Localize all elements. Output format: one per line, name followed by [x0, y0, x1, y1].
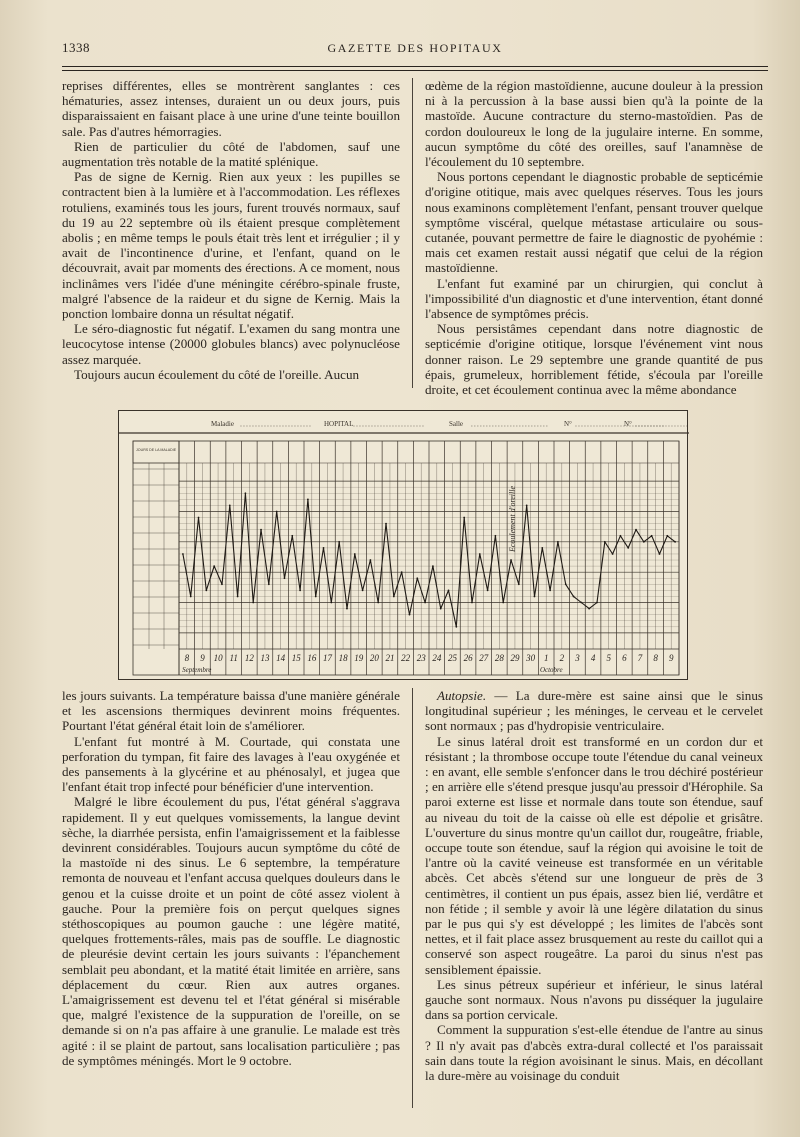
chart-day-label: 3: [575, 653, 580, 663]
chart-temperature-point: [651, 535, 653, 537]
header-rule-bottom: [62, 70, 768, 71]
paragraph: reprises différentes, elles se montrèrent sanglantes : ces hématuries, assez intenses, duraient un ou deux jours, puis disparaissaient en faisant place à une urine d'une teinte bouillon sale. Pas d'autres hémorragies.: [62, 78, 400, 139]
chart-temperature-point: [276, 511, 278, 513]
chart-day-label: 25: [447, 653, 457, 663]
chart-temperature-point: [409, 614, 411, 616]
paragraph: L'enfant fut montré à M. Courtade, qui constata une perforation du tympan, fit faire des lavages à l'eau oxygénée et des pansements à la glycérine et au phénosalyl, et jugea que l'enfant était trop infecté pour bénéficier d'une intervention.: [62, 733, 400, 795]
chart-day-label: 13: [260, 653, 270, 663]
chart-temperature-point: [674, 541, 676, 543]
paragraph: L'enfant fut examiné par un chirurgien, qui conclut à l'impossibilité d'un diagnostic et d'une intervention, étant donné l'absence de symptômes précis.: [425, 275, 763, 322]
chart-day-label: 18: [338, 653, 348, 663]
chart-temperature-point: [432, 565, 434, 567]
column-bottom-right: [425, 688, 763, 1083]
chart-day-label: 19: [354, 653, 364, 663]
autopsy-heading: Autopsie.: [437, 688, 487, 703]
paragraph: Malgré le libre écoulement du pus, l'état général s'aggrava rapidement. Il y eut quelques vomissements, la langue devint sèche, la diarrhée persista, enfin l'amaigrissement et la faiblesse devinrent considérables. Toujours aucun symptôme du côté de la mastoïde ni des sinus. Le 6 septembre, la température remonta de nouveau et l'enfant accusa quelques douleurs dans le genou et la cuisse droite et un point de côté assez violent à gauche. Pour la première fois on perçut quelques signes stéthoscopiques au poumon gauche : une légère matité, quelques frottements-râles, mais pas de souffle. Le diagnostic de pleurésie devint certain les jours suivants : l'épanchement semblait peu abondant, et la matité était limitée en arrière, sans déplacement du cœur. Rien aux autres organes. L'amaigrissement est devenu tel et l'état général si misérable que, malgré l'existence de la suppuration de l'oreille, on se demande si on n'a pas affaire à une granulie. Le malade est très agité : il se plaint de partout, sans localisation particulière ; pas de symptômes méningés. Mort le 9 octobre.: [62, 794, 400, 1068]
chart-day-label: 11: [229, 653, 238, 663]
paragraph: [425, 688, 763, 734]
paragraph: Nous portons cependant le diagnostic probable de septicémie d'origine otitique, mais avec quelques réserves. Tous les jours nous examinons complètement l'enfant, pensant trouver quelque symptôme viscéral, quelque métastase articulaire ou sous-cutanée, pouvant permettre de faire le diagnostic de pyohémie : mais cet examen restait aussi négatif que celui de la région mastoïdienne.: [425, 169, 763, 276]
chart-temperature-point: [362, 589, 364, 591]
chart-temperature-point: [518, 583, 520, 585]
column-separator-top: [412, 78, 413, 388]
column-separator-bottom: [412, 688, 413, 1108]
chart-temperature-point: [526, 505, 528, 507]
chart-temperature-point: [221, 583, 223, 585]
chart-temperature-point: [198, 517, 200, 519]
chart-temperature-point: [557, 541, 559, 543]
chart-day-label: 30: [526, 653, 536, 663]
chart-day-label: 15: [291, 653, 301, 663]
chart-day-label: 6: [622, 653, 627, 663]
chart-temperature-point: [338, 541, 340, 543]
chart-temperature-point: [495, 535, 497, 537]
paragraph: les jours suivants. La température baissa d'une manière générale et les ascensions thermiques devinrent moins fréquentes. Pourtant l'état général était loin de s'améliorer.: [62, 688, 400, 734]
chart-temperature-point: [448, 589, 450, 591]
chart-temperature-point: [502, 602, 504, 604]
chart-temperature-point: [307, 498, 309, 500]
chart-day-label: 9: [200, 653, 205, 663]
chart-header-field: N°: [624, 420, 632, 428]
chart-day-label: 20: [369, 653, 379, 663]
chart-temperature-point: [440, 608, 442, 610]
chart-temperature-point: [299, 589, 301, 591]
chart-label-cell: [133, 441, 179, 463]
chart-header-field: N°: [564, 420, 572, 428]
paragraph: Toujours aucun écoulement du côté de l'oreille. Aucun: [74, 366, 360, 382]
chart-temperature-point: [315, 596, 317, 598]
temperature-chart: [118, 410, 688, 680]
chart-temperature-point: [635, 529, 637, 531]
chart-day-label: 22: [401, 653, 411, 663]
paragraph: Rien de particulier du côté de l'abdomen, sauf une augmentation très notable de la matité splénique.: [62, 138, 400, 170]
chart-temperature-point: [260, 529, 262, 531]
paragraph: Comment la suppuration s'est-elle étendue de l'antre au sinus ? Il n'y avait pas d'abcès extra-dural collecté et l'os paraissait sain dans toute la région avoisinant le sinus. Mais, en décollant la dure-mère au voisinage du conduit: [425, 1022, 763, 1084]
chart-day-label: 2: [559, 653, 565, 663]
header-rule-top: [62, 66, 768, 67]
chart-day-label: 12: [244, 653, 254, 663]
chart-day-label: 23: [416, 653, 426, 663]
chart-temperature-point: [416, 577, 418, 579]
chart-temperature-point: [393, 596, 395, 598]
chart-temperature-point: [190, 596, 192, 598]
chart-temperature-point: [213, 565, 215, 567]
chart-temperature-point: [573, 596, 575, 598]
chart-temperature-point: [534, 596, 536, 598]
chart-temperature-point: [620, 535, 622, 537]
chart-day-label: 8: [653, 653, 658, 663]
chart-temperature-point: [463, 517, 465, 519]
chart-temperature-point: [471, 602, 473, 604]
chart-temperature-point: [268, 583, 270, 585]
chart-day-label: 21: [385, 653, 395, 663]
chart-header-field: HOPITAL: [324, 420, 354, 428]
chart-day-label: 14: [276, 653, 286, 663]
chart-temperature-point: [604, 541, 606, 543]
chart-temperature-point: [346, 608, 348, 610]
chart-header-field: Salle: [449, 420, 463, 428]
chart-temperature-point: [549, 589, 551, 591]
chart-annotation: Ecoulement d'oreille: [507, 485, 517, 553]
chart-month-label: Octobre: [539, 666, 563, 674]
paragraph: Pas de signe de Kernig. Rien aux yeux : les pupilles se contractent bien à la lumière et à l'accommodation. Les réflexes rotuliens, examinés tous les jours, furent trouvés normaux, sauf du 19 au 22 septembre où ils étaient presque complètement abolis ; en même temps le pouls était très lent et irrégulier ; il y avait de l'incontinence d'urine, et l'enfant, quand on le découvrait, avait par moments des érections. A ce moment, nous inclinâmes vers l'idée d'une méningite cérébro-spinale fruste, malgré l'absence de la raideur et du signe de Kernig. Mais la ponction lombaire donna un résultat négatif.: [62, 169, 400, 322]
chart-temperature-point: [370, 559, 372, 561]
chart-temperature-point: [596, 602, 598, 604]
column-bottom-left: [62, 688, 400, 1068]
chart-temperature-point: [182, 553, 184, 555]
page-header: [62, 40, 768, 60]
chart-temperature-point: [565, 583, 567, 585]
chart-header-field: Maladie: [211, 420, 234, 428]
chart-temperature-point: [487, 589, 489, 591]
chart-temperature-point: [479, 553, 481, 555]
chart-day-label: 4: [590, 653, 596, 663]
paragraph: Nous persistâmes cependant dans notre diagnostic de septicémie d'origine otitique, lorsque l'événement vint nous donner raison. Le 29 septembre une grande quantité de pus épais, grumeleux, horriblement fétide, s'écoula par l'oreille droite, et cet écoulement continua avec la même abondance: [425, 321, 763, 398]
paragraph: œdème de la région mastoïdienne, aucune douleur à la pression ni à la percussion à la base aussi bien qu'à la pointe de la mastoïde. Aucune contracture du sterno-mastoïdien. Pas de cordon douloureux le long de la jugulaire interne. En somme, aucun symptôme du côté des oreilles, sauf l'anamnèse de l'écoulement du 10 septembre.: [425, 78, 763, 170]
paragraph-text: — La dure-mère est saine ainsi que le sinus longitudinal supérieur ; les méninges, le cerveau et le cervelet sont normaux ; pas d'hydropisie ventriculaire.: [425, 688, 763, 734]
chart-temperature-point: [455, 626, 457, 628]
chart-temperature-point: [291, 535, 293, 537]
chart-month-label: Septembre: [182, 666, 212, 674]
running-title: GAZETTE DES HOPITAUX: [327, 41, 503, 55]
chart-day-label: 5: [606, 653, 611, 663]
chart-temperature-point: [588, 608, 590, 610]
chart-temperature-point: [666, 535, 668, 537]
chart-temperature-point: [385, 523, 387, 525]
column-top-left: [62, 78, 400, 382]
chart-day-label: 10: [213, 653, 223, 663]
chart-day-label: 24: [432, 653, 442, 663]
temperature-chart-svg: [119, 411, 689, 681]
chart-day-label: 7: [637, 653, 643, 663]
chart-temperature-point: [377, 602, 379, 604]
chart-temperature-point: [424, 602, 426, 604]
chart-day-label: 17: [322, 653, 332, 663]
chart-temperature-point: [245, 492, 247, 494]
chart-temperature-point: [205, 589, 207, 591]
chart-day-label: 29: [510, 653, 520, 663]
chart-temperature-point: [330, 602, 332, 604]
chart-temperature-point: [541, 547, 543, 549]
paragraph: Les sinus pétreux supérieur et inférieur, le sinus latéral gauche sont normaux. Nous n'avons pu disséquer la jugulaire dans sa portion cervicale.: [425, 976, 763, 1023]
chart-temperature-point: [401, 571, 403, 573]
chart-temperature-point: [627, 547, 629, 549]
chart-frame: [133, 441, 679, 675]
chart-temperature-point: [612, 553, 614, 555]
chart-left-label: JOURS DE LA MALADIE: [136, 448, 177, 452]
chart-temperature-point: [659, 553, 661, 555]
chart-day-label: 16: [307, 653, 317, 663]
chart-temperature-point: [354, 553, 356, 555]
chart-temperature-point: [252, 602, 254, 604]
chart-temperature-point: [284, 577, 286, 579]
chart-day-label: 27: [479, 653, 489, 663]
chart-temperature-point: [643, 541, 645, 543]
page-number: 1338: [62, 40, 90, 55]
column-top-right: [425, 78, 763, 397]
chart-temperature-point: [510, 559, 512, 561]
chart-temperature-point: [237, 596, 239, 598]
chart-day-label: 8: [184, 653, 190, 663]
chart-temperature-point: [229, 505, 231, 507]
chart-day-label: 1: [543, 653, 549, 663]
chart-day-label: 26: [463, 653, 473, 663]
paragraph: Le séro-diagnostic fut négatif. L'examen du sang montra une leucocytose intense (20000 globules blancs) avec polynucléose assez marquée.: [62, 321, 400, 367]
chart-temperature-point: [580, 602, 582, 604]
chart-day-label: 28: [494, 653, 504, 663]
chart-temperature-point: [323, 547, 325, 549]
paragraph: Le sinus latéral droit est transformé en un cordon dur et résistant ; la thrombose occupe toute l'étendue du canal veineux : en avant, elle semble s'enfoncer dans le trou déchiré postérieur ; en arrière elle s'étend presque jusqu'au pressoir d'Hérophile. Sa paroi externe est lisse et normale dans toute son étendue, sauf au niveau du toit de la caisse où elle est dépolie et grisâtre. L'ouverture du sinus montre qu'un caillot dur, rougeâtre, friable, occupe toute son étendue, sauf la région qui avoisine le toit de l'antre où la cavité veineuse est transformée en un véritable abcès. Cet abcès s'étend sur une longueur de près de 3 centimètres, il contient un pus épais, assez bien lié, verdâtre et non fétide ; il semble y avoir là une légère dilatation du sinus par le pus qui s'y est développé ; les limites de l'abcès sont nettes, et il fait place assez brusquement au reste du caillot qui a conservé son aspect rougeâtre. La paroi du sinus n'est pas sensiblement épaissie.: [425, 733, 763, 977]
chart-day-label: 9: [668, 653, 674, 663]
